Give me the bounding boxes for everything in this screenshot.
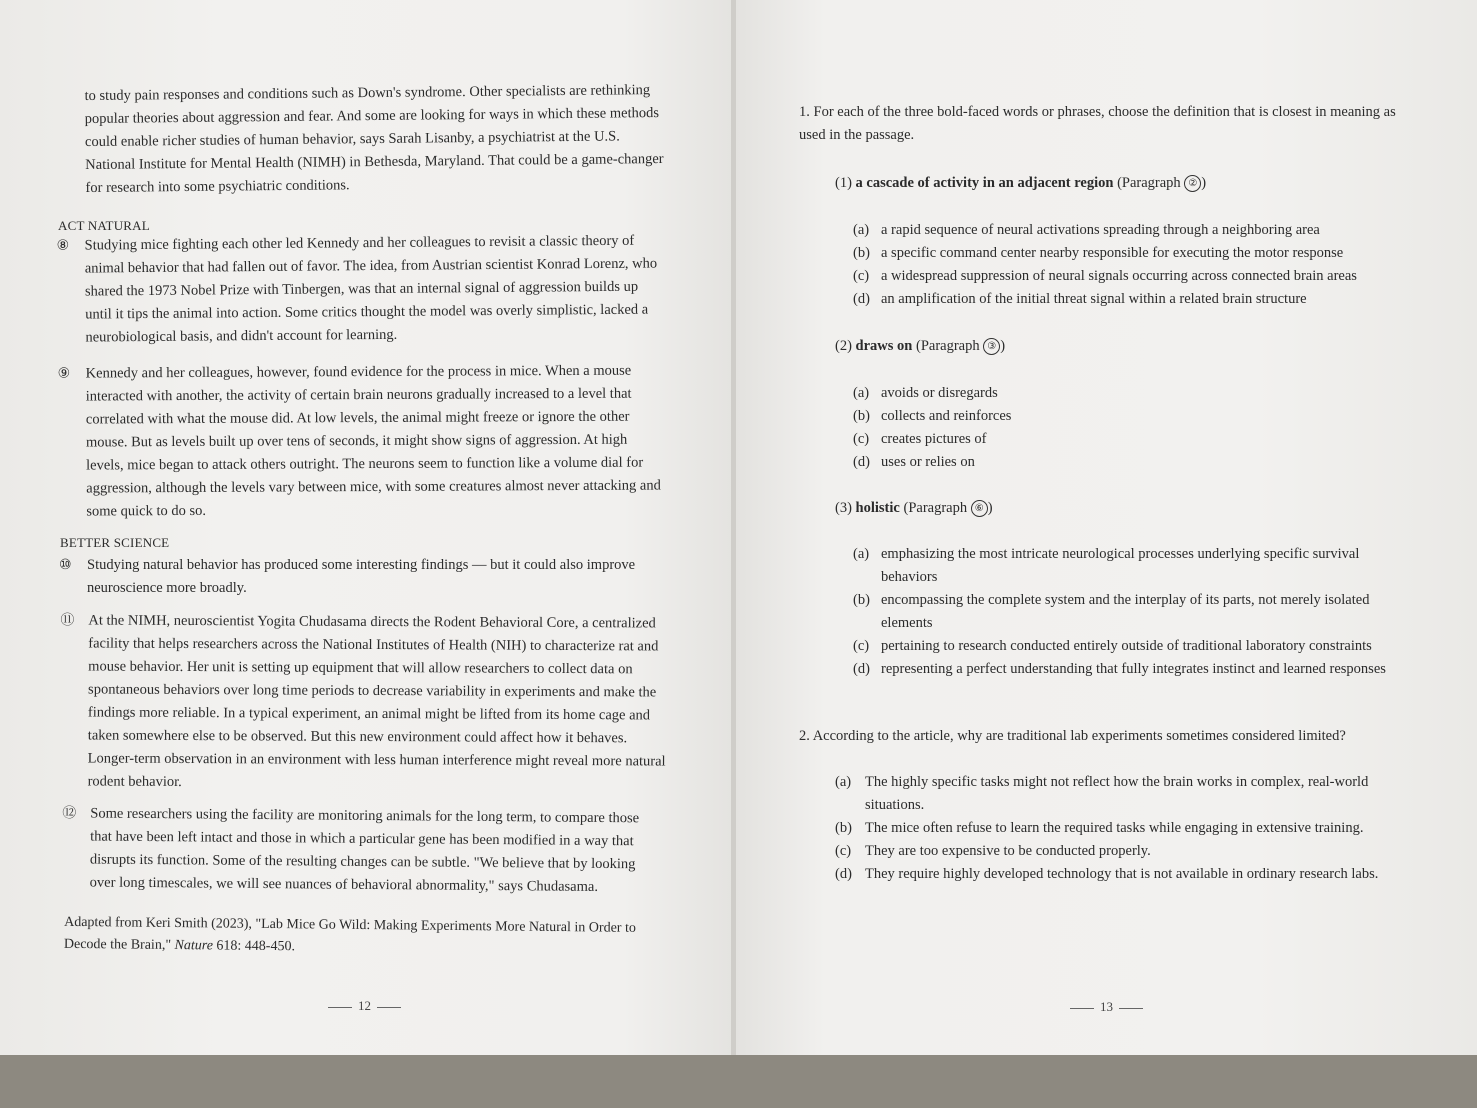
item-1-number: (1) bbox=[835, 175, 852, 191]
page-number-left-text: 12 bbox=[358, 998, 371, 1013]
table-surface bbox=[0, 1055, 1477, 1108]
option-text: The highly specific tasks might not reflect how the brain works in complex, real-world situations. bbox=[865, 774, 1369, 813]
option-label: (c) bbox=[835, 843, 852, 859]
option-text: an amplification of the initial threat signal within a related brain structure bbox=[881, 291, 1307, 307]
paragraph-8-text: Studying mice fighting each other led Kennedy and her colleagues to revisit a classic theory of animal behavior that had fallen out of favor. The idea, from Austrian scientist Konrad Lorenz, who shared the 1973 Nobel Prize with Tinbergen, was that an internal signal of aggression builds up until it tips the animal into action. Some critics thought the model was overly simplistic, lacked a neurobiological basis, and didn't account for learning. bbox=[84, 232, 658, 346]
option-text: encompassing the complete system and the interplay of its parts, not merely isolated elements bbox=[881, 592, 1370, 631]
item-2-number: (2) bbox=[835, 338, 852, 354]
left-page bbox=[0, 0, 733, 1060]
option-text: uses or relies on bbox=[881, 454, 975, 470]
source-citation-pages: 618: 448-450. bbox=[216, 938, 296, 955]
option-text: a specific command center nearby responsible for executing the motor response bbox=[881, 245, 1344, 261]
paragraph-11-text: At the NIMH, neuroscientist Yogita Chudasama directs the Rodent Behavioral Core, a centralized facility that helps researchers across the National Institutes of Health (NIH) to characterize rat and mouse behavior. Her unit is setting up equipment that will allow researchers to collect data on spontaneous behaviors over long time periods to decrease variability in experiments and make the findings more reliable. In a typical experiment, an animal might be lifted from its home cage and taken somewhere else to be observed. But this new environment could affect how it behaves. Longer-term observation in an environment with less human interference might reveal more natural rodent behavior. bbox=[87, 612, 666, 790]
paragraph-8 bbox=[56, 229, 666, 349]
option-text: The mice often refuse to learn the required tasks while engaging in extensive training. bbox=[865, 820, 1364, 836]
paragraph-8-number: ⑧ bbox=[56, 238, 70, 254]
option-label: (d) bbox=[853, 661, 870, 677]
item-3-heading bbox=[835, 497, 993, 520]
right-page bbox=[736, 0, 1477, 1060]
option-label: (b) bbox=[853, 245, 870, 261]
option-label: (b) bbox=[853, 592, 870, 608]
item-1-heading bbox=[835, 172, 1206, 195]
option-text: representing a perfect understanding that fully integrates instinct and learned responses bbox=[881, 661, 1386, 677]
item-2-ref: (Paragraph bbox=[915, 338, 980, 354]
option-text: pertaining to research conducted entirely outside of traditional laboratory constraints bbox=[881, 638, 1372, 654]
source-citation bbox=[64, 912, 664, 962]
item-3-number: (3) bbox=[835, 500, 852, 516]
item-1-term: a cascade of activity in an adjacent region bbox=[855, 175, 1114, 191]
item-1-ref-close: ) bbox=[1201, 175, 1207, 191]
question-1-prompt: 1. For each of the three bold-faced words or phrases, choose the definition that is closest in meaning as used in the passage. bbox=[799, 104, 1396, 143]
option-label: (d) bbox=[835, 866, 852, 882]
option-label: (b) bbox=[853, 408, 870, 424]
paragraph-7-continued: to study pain responses and conditions such as Down's syndrome. Other specialists are rethinking popular theories about aggression and fear. And some are looking for ways in which these methods could enable richer studies of human behavior, says Sarah Lisanby, a psychiatrist at the U.S. National Institute for Mental Health (NIMH) in Bethesda, Maryland. That could be a game-changer for research into some psychiatric conditions. bbox=[84, 82, 664, 197]
paragraph-10 bbox=[59, 554, 667, 600]
question-2-prompt: 2. According to the article, why are traditional lab experiments sometimes considered limited? bbox=[799, 728, 1346, 744]
item-2-ref-number: ③ bbox=[983, 338, 1000, 355]
option-label: (c) bbox=[853, 268, 870, 284]
option-label: (c) bbox=[853, 431, 870, 447]
option-label: (d) bbox=[853, 291, 870, 307]
option-text: emphasizing the most intricate neurological processes underlying specific survival behaviors bbox=[881, 546, 1360, 585]
source-citation-text: Adapted from Keri Smith (2023), "Lab Mice Go Wild: Making Experiments More Natural in Order to Decode the Brain," bbox=[63, 914, 636, 953]
item-2-term: draws on bbox=[855, 338, 913, 354]
item-1-ref: (Paragraph bbox=[1117, 175, 1181, 191]
item-3-ref-number: ⑥ bbox=[971, 500, 988, 517]
paragraph-9-number: ⑨ bbox=[57, 366, 71, 382]
item-2-heading bbox=[835, 335, 1005, 358]
paragraph-12 bbox=[62, 803, 661, 900]
option-label: (b) bbox=[835, 820, 852, 836]
page-number-right-text: 13 bbox=[1100, 999, 1113, 1014]
item-2-ref-close: ) bbox=[1000, 338, 1006, 354]
page-number-right bbox=[1064, 999, 1149, 1015]
paragraph-11 bbox=[60, 609, 667, 796]
paragraph-9-text: Kennedy and her colleagues, however, found evidence for the process in mice. When a mouse interacted with another, the activity of certain brain neurons gradually increased to a level that correlated with what the mouse did. At low levels, the animal might freeze or ignore the other mouse. But as levels built up over tens of seconds, it might show signs of aggression. At high levels, mice began to attack others outright. The neurons seem to function like a volume dial for aggression, although the levels vary between mice, with some creatures almost never attacking and some quick to do so. bbox=[85, 362, 661, 520]
option-text: a widespread suppression of neural signals occurring across connected brain areas bbox=[881, 268, 1357, 284]
option-label: (a) bbox=[835, 774, 852, 790]
option-label: (a) bbox=[853, 546, 870, 562]
source-journal: Nature bbox=[174, 938, 214, 954]
option-label: (a) bbox=[853, 385, 870, 401]
option-text: creates pictures of bbox=[881, 431, 987, 447]
item-3-term: holistic bbox=[855, 500, 900, 516]
paragraph-10-text: Studying natural behavior has produced some interesting findings — but it could also improve neuroscience more broadly. bbox=[87, 557, 636, 596]
item-1-ref-number: ② bbox=[1184, 175, 1201, 192]
paragraph-10-number: ⑩ bbox=[59, 558, 72, 573]
item-3-ref-close: ) bbox=[987, 500, 993, 516]
option-label: (a) bbox=[853, 222, 870, 238]
option-text: collects and reinforces bbox=[881, 408, 1012, 424]
section-heading-better-science: BETTER SCIENCE bbox=[60, 535, 170, 550]
option-label: (d) bbox=[853, 454, 870, 470]
paragraph-11-number: ⑪ bbox=[60, 613, 75, 629]
paragraph-9 bbox=[57, 359, 662, 523]
option-text: They are too expensive to be conducted properly. bbox=[865, 843, 1151, 859]
item-3-ref: (Paragraph bbox=[903, 500, 968, 516]
option-text: avoids or disregards bbox=[881, 385, 998, 401]
paragraph-12-text: Some researchers using the facility are monitoring animals for the long term, to compare those that have been left intact and those in which a particular gene has been modified in a way that disrupts its function. Some of the resulting changes can be subtle. "We believe that by looking over long timescales, we will see nuances of behavioral abnormality," says Chudasama. bbox=[89, 805, 640, 895]
option-text: a rapid sequence of neural activations spreading through a neighboring area bbox=[881, 222, 1320, 238]
section-heading-act-natural: ACT NATURAL bbox=[58, 218, 150, 233]
page-number-left bbox=[322, 998, 407, 1014]
option-text: They require highly developed technology that is not available in ordinary research labs. bbox=[865, 866, 1379, 882]
option-label: (c) bbox=[853, 638, 870, 654]
paragraph-12-number: ⑫ bbox=[62, 806, 77, 822]
